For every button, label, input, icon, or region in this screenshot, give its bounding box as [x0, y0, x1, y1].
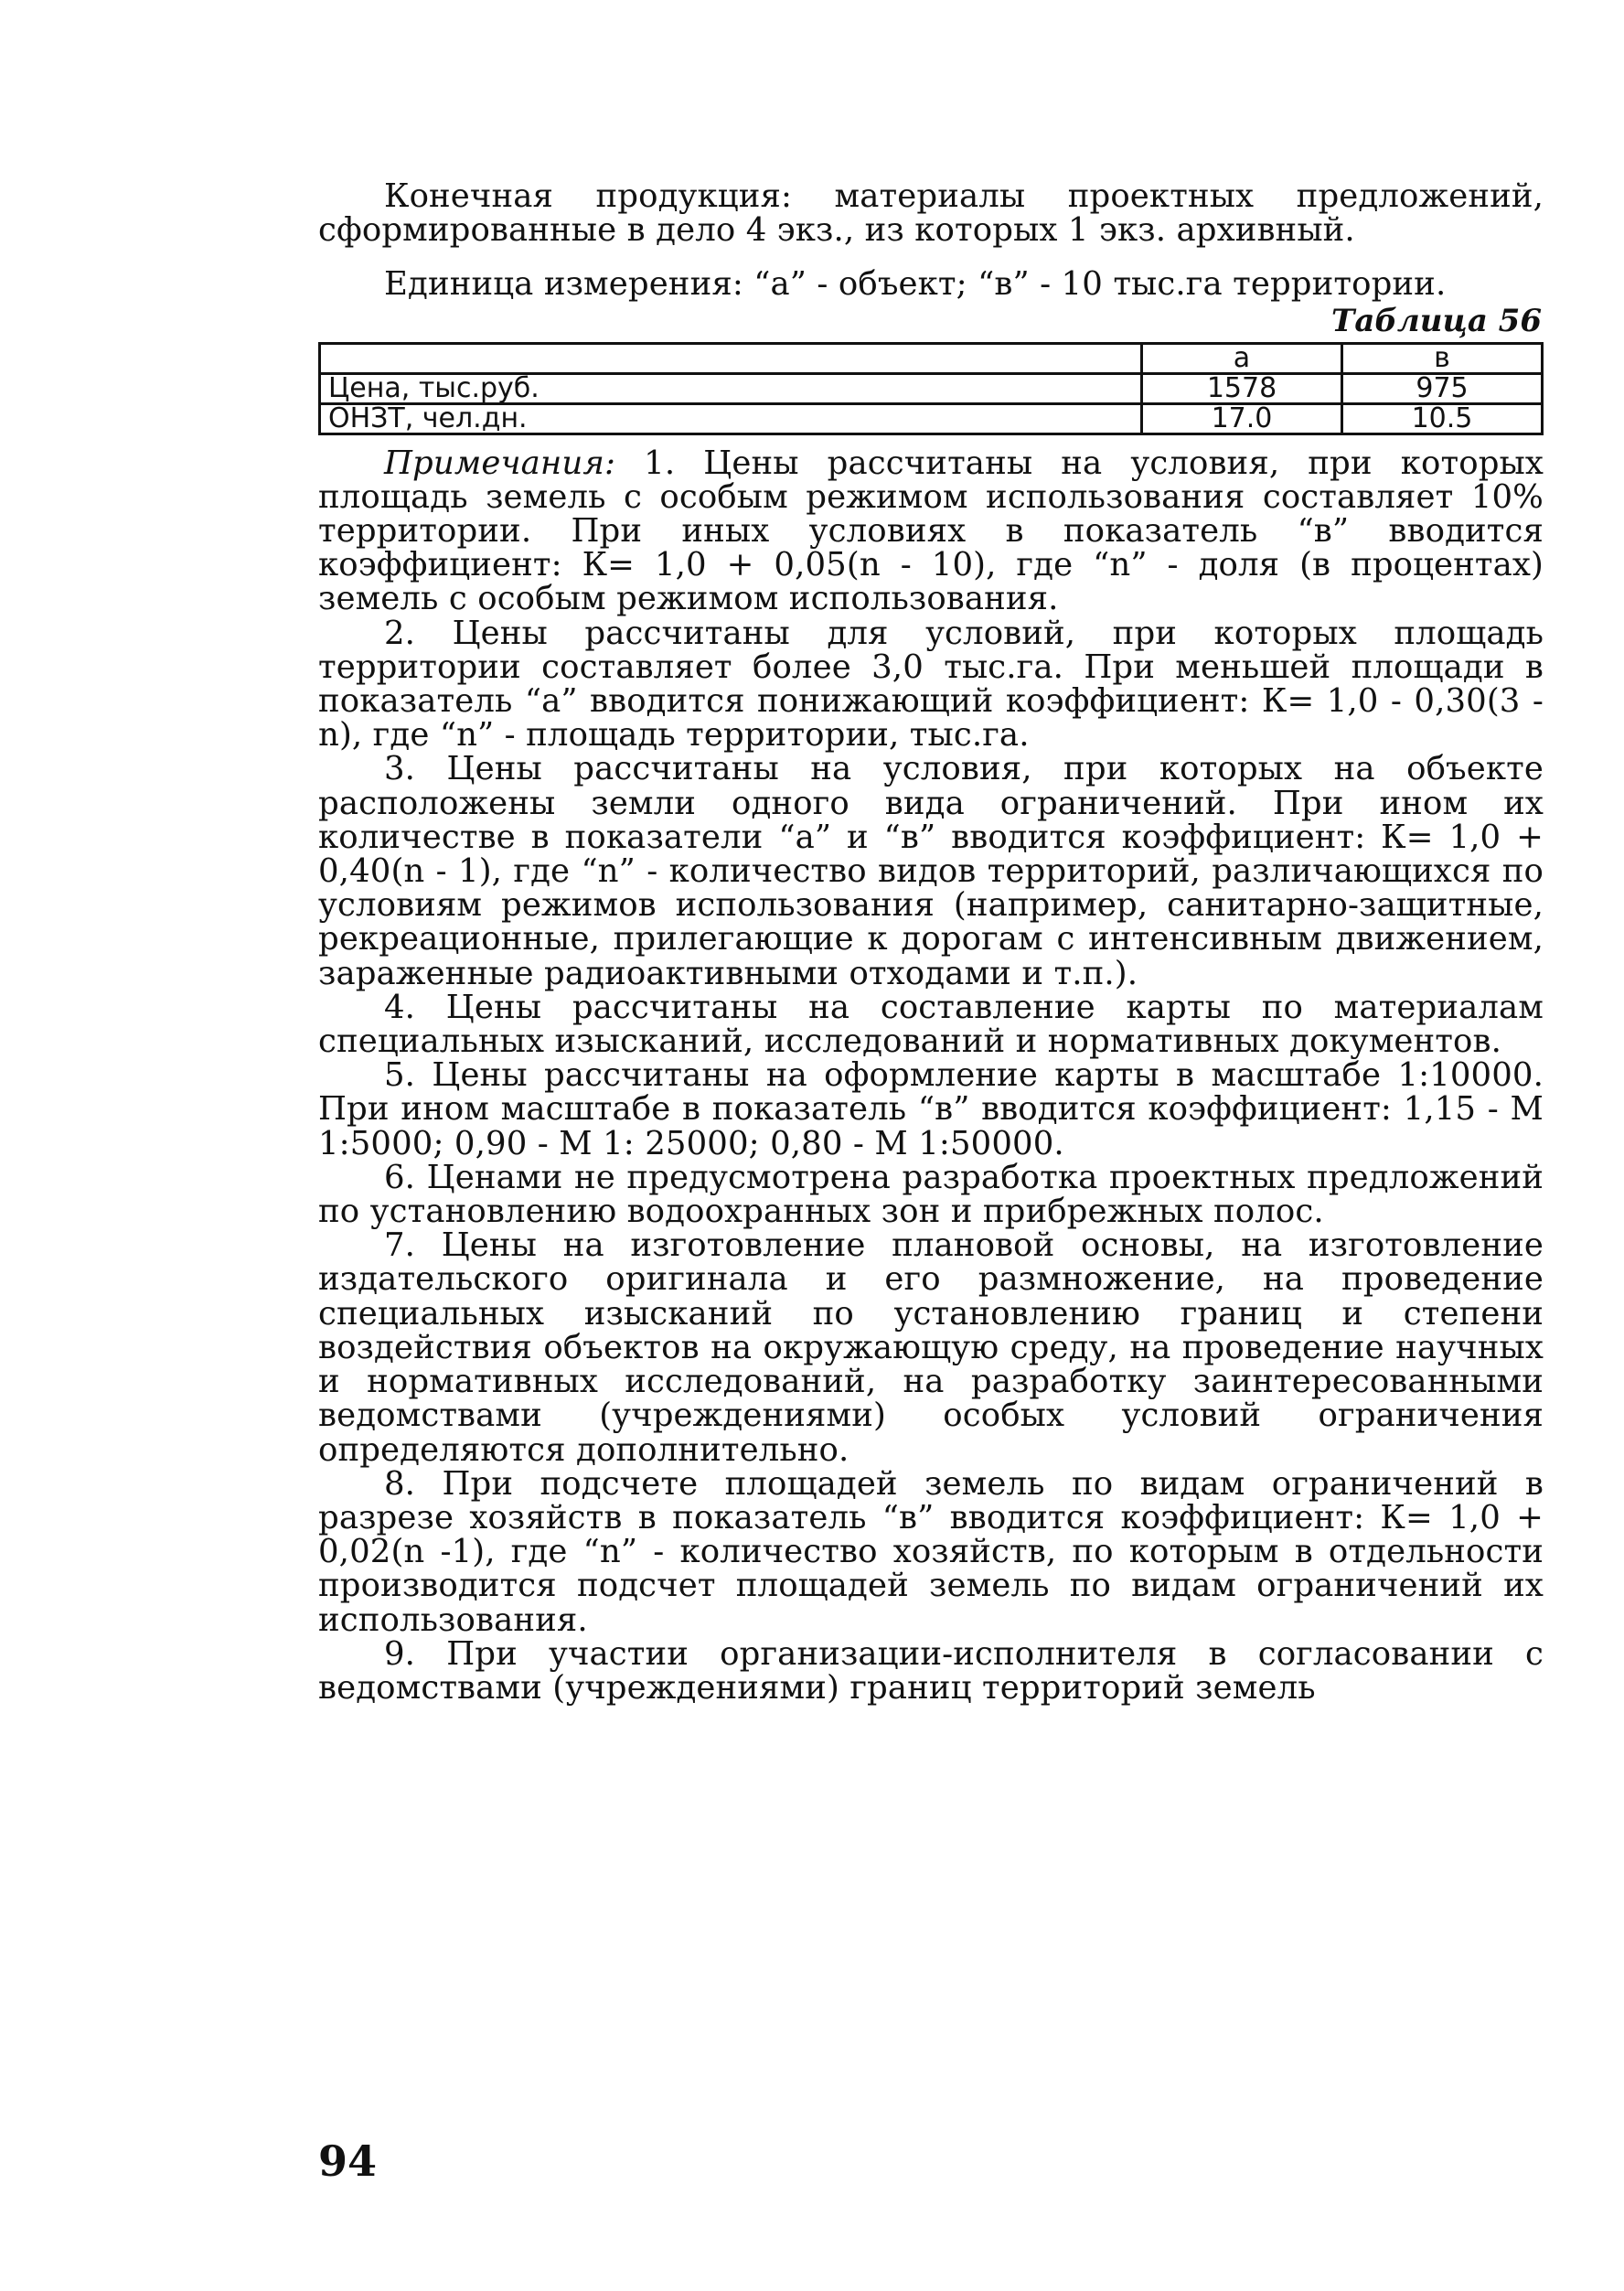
note-text: 1. Цены рассчитаны на условия, при которых площадь земель с особым режимом использования составляет 10% территории. При иных условиях в показатель “в” вводится коэффициент: К= 1,0 + 0,05(n - 10), где “n” - доля (в процентах) земель с особым режимом использования. [318, 444, 1544, 618]
note-item [318, 446, 1544, 616]
note-item: 9. При участии организации-исполнителя в согласовании с ведомствами (учреждениями) границ территорий земель [318, 1634, 1544, 1707]
notes-section [318, 446, 1544, 1706]
note-item: 7. Цены на изготовление плановой основы, на изготовление издательского оригинала и его размножение, на проведение специальных изысканий по установлению границ и степени воздействия объектов на окружающую среду, на проведение научных и нормативных исследований, на разработку заинтересованными ведомствами (учреждениями) особых условий ограничения определяются дополнительно. [318, 1226, 1544, 1469]
note-item: 5. Цены рассчитаны на оформление карты в масштабе 1:10000. При ином масштабе в показатель “в” вводится коэффициент: 1,15 - М 1:5000; 0,90 - М 1: 25000; 0,80 - М 1:50000. [318, 1056, 1544, 1162]
units-paragraph: Единица измерения: “а” - объект; “в” - 10 тыс.га территории. [384, 265, 1447, 304]
table-header-row [320, 343, 1543, 373]
note-item: 4. Цены рассчитаны на составление карты по материалам специальных изысканий, исследований и нормативных документов. [318, 988, 1544, 1061]
row-value-a: 17.0 [1142, 403, 1342, 434]
row-label: Цена, тыс.руб. [320, 373, 1142, 403]
row-value-a: 1578 [1142, 373, 1342, 403]
table-header-b: в [1342, 343, 1543, 373]
notes-heading: Примечания: [384, 444, 616, 482]
row-value-b: 10.5 [1342, 403, 1543, 434]
note-item: 2. Цены рассчитаны для условий, при которых площадь территории составляет более 3,0 тыс.га. При меньшей площади в показатель “а” вводится понижающий коэффициент: К= 1,0 - 0,30(3 - n), где “n” - площадь территории, тыс.га. [318, 614, 1544, 755]
table-row [320, 403, 1543, 434]
price-table [318, 342, 1544, 435]
page-content [318, 179, 1544, 1705]
table-header-label [320, 343, 1142, 373]
note-item: 6. Ценами не предусмотрена разработка проектных предложений по установлению водоохранных зон и прибрежных полос. [318, 1158, 1544, 1231]
note-item: 8. При подсчете площадей земель по видам ограничений в разрезе хозяйств в показатель “в” вводится коэффициент: К= 1,0 + 0,02(n -1), где “n” - количество хозяйств, по которым в отдельности производится подсчет площадей земель по видам ограничений их использования. [318, 1464, 1544, 1639]
row-label: ОНЗТ, чел.дн. [320, 403, 1142, 434]
table-row [320, 373, 1543, 403]
note-item: 3. Цены рассчитаны на условия, при которых на объекте расположены земли одного вида ограничений. При ином их количестве в показатели “а” и “в” вводится коэффициент: К= 1,0 + 0,40(n - 1), где “n” - количество видов территорий, различающихся по условиям режимов использования (например, санитарно-защитные, рекреационные, прилегающие к дорогам с интенсивным движением, зараженные радиоактивными отходами и т.п.). [318, 750, 1544, 992]
final-product-paragraph: Конечная продукция: материалы проектных предложений, сформированные в дело 4 экз., из которых 1 экз. архивный. [318, 177, 1544, 250]
table-header-a: а [1142, 343, 1342, 373]
page-number: 94 [318, 2136, 378, 2186]
table-caption: Таблица 56 [1331, 302, 1542, 339]
row-value-b: 975 [1342, 373, 1543, 403]
